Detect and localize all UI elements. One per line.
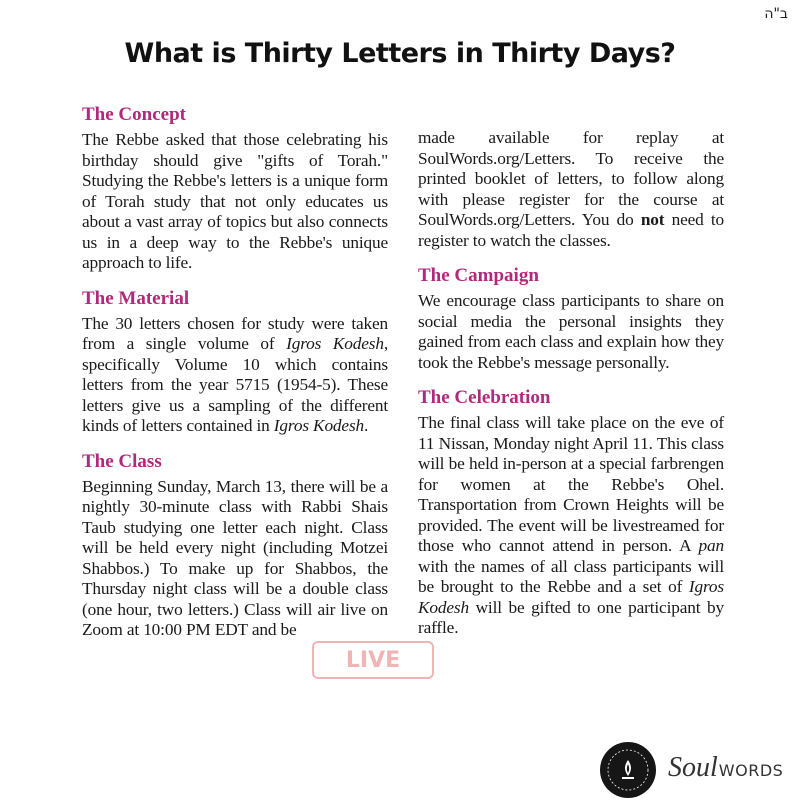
- celebration-em-2: Igros Kodesh: [418, 577, 724, 617]
- class-continued-2: need to register to watch the classes.: [418, 210, 724, 250]
- soulwords-soul: Soul: [668, 752, 718, 783]
- seal-logo-icon: [600, 742, 656, 798]
- celebration-em-1: pan: [698, 536, 724, 555]
- campaign-text: We encourage class participants to share on social media the personal insights they gained from each class and explain how they took the Rebbe's message personally.: [418, 291, 724, 372]
- page-title: What is Thirty Letters in Thirty Days?: [124, 38, 676, 69]
- celebration-text-3: will be gifted to one participant by raffle.: [418, 597, 724, 637]
- celebration-heading: The Celebration: [418, 387, 551, 408]
- section-celebration: [418, 387, 724, 639]
- right-column: [418, 128, 724, 639]
- class-continued-bold: not: [640, 210, 665, 229]
- material-em-2: Igros Kodesh: [273, 416, 365, 435]
- watermark-logo: LIVE: [312, 641, 434, 679]
- concept-text: The Rebbe asked that those celebrating his birthday should give "gifts of Torah." Studying the Rebbe's letters is a unique form of Torah study that not only educates us about a vast array of topics but also connects us in a deep way to the Rebbe's unique approach to life.: [82, 130, 388, 272]
- celebration-text-2: with the names of all class participants will be brought to the Rebbe and a set of: [418, 556, 724, 596]
- class-text: Beginning Sunday, March 13, there will be a nightly 30-minute class with Rabbi Shais Taub studying one letter each night. Class will be held every night (including Motzei Shabbos.) To make up for Shabbos, the Thursday night class will be a double class (one hour, two letters.) Class will air live on Zoom at 10:00 PM EDT and be: [82, 476, 388, 639]
- material-text-3: .: [364, 416, 369, 435]
- material-text-1: The 30 letters chosen for study were taken from a single volume of: [82, 313, 388, 353]
- section-campaign: [418, 265, 724, 373]
- soulwords-logo: [668, 752, 783, 784]
- celebration-text-1: The final class will take place on the eve of 11 Nissan, Monday night April 11. This class will be held in-person at a special farbrengen for women at the Rebbe's Ohel. Transportation from Crown Heights will be provided. The event will be livestreamed for those who cannot attend in person. A: [418, 413, 724, 555]
- class-heading: The Class: [82, 450, 162, 472]
- material-text: [82, 314, 388, 437]
- left-column: [82, 104, 388, 641]
- section-concept: [82, 104, 388, 274]
- material-text-2: , specifically Volume 10 which contains letters from the year 5715 (1954-5). These letters give us a sampling of the different kinds of letters contained in: [82, 334, 388, 435]
- class-continued-1: made available for replay at SoulWords.org/Letters. To receive the printed booklet of letters, to follow along with please register for the course at SoulWords.org/Letters. You do: [418, 128, 724, 229]
- soulwords-words: WORDS: [718, 761, 784, 780]
- section-class: [82, 451, 388, 641]
- campaign-heading: The Campaign: [418, 265, 539, 286]
- corner-mark: ב"ה: [764, 6, 788, 22]
- celebration-text: [418, 413, 724, 639]
- section-material: [82, 288, 388, 437]
- material-em-1: Igros Kodesh: [286, 334, 384, 353]
- material-heading: The Material: [82, 287, 190, 309]
- class-text-continued: [418, 128, 724, 251]
- concept-heading: The Concept: [82, 104, 186, 125]
